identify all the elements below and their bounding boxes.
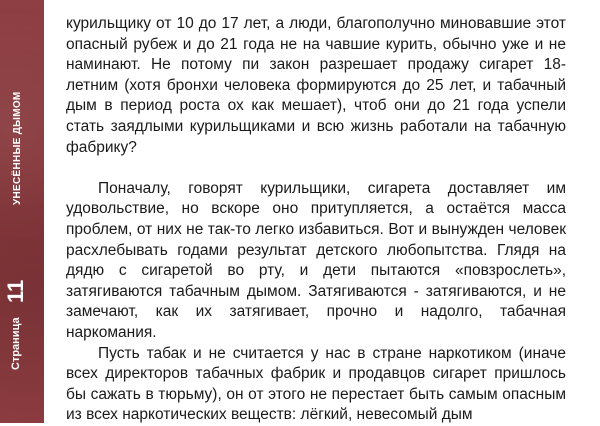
article-body (66, 14, 566, 426)
paragraph-3: Пусть табак и не считается у нас в стране наркотиком (иначе всех директоров табачных фабрик и продавцов сигарет пришлось бы сажать в тюрьму), он от этого не перестает быть самым опасным из всех наркотических веществ: лёгкий, невесомый дым (66, 344, 566, 424)
paragraph-2: Поначалу, говорят курильщики, сигарета доставляет им удовольствие, но вскоре оно притупляется, а остаётся масса проблем, от них не так-то легко избавиться. Вот и вынужден человек расхлебывать годами результат детского любопытства. Глядя на дядю с сигаретой во рту, и дети пытаются «повзрослеть», затягиваются табачным дымом. Затягиваются - затягиваются, и не замечают, как их затягивает, прочно и надолго, табачная наркомания. (66, 179, 566, 341)
section-title: УНЕСЁННЫЕ ДЫМОМ (12, 91, 23, 205)
page-number: 11 (3, 279, 28, 303)
paragraph-1: курильщику от 10 до 17 лет, а люди, благополучно миновавшие этот опасный рубеж и до 21 года не на чавшие курить, обычно уже и не наминают. Не потому пи закон разрешает продажу сигарет 18-летним (хотя бронхи человека формируются до 25 лет, и табачный дым в период роста ох как мешает), чтоб они до 21 года успели стать заядлыми курильщиками и всю жизнь работали на табачную фабрику? (66, 15, 566, 156)
page-sidebar (0, 0, 44, 423)
page-label: Страница (10, 317, 22, 370)
